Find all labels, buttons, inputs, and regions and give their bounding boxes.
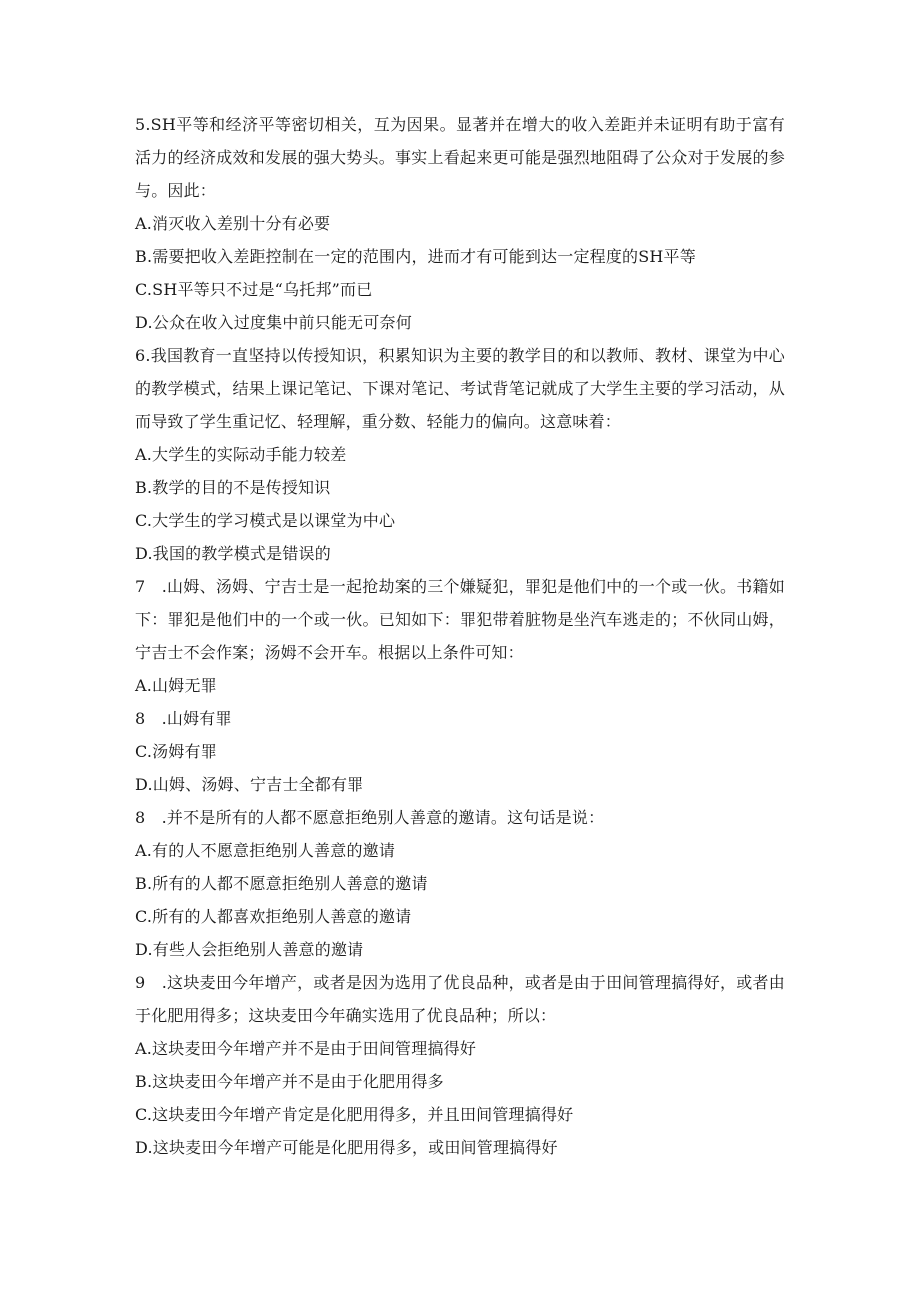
question-5-option-b: B.需要把收入差距控制在一定的范围内，进而才有可能到达一定程度的SH平等 [135,247,696,266]
question-8-option-a: A.有的人不愿意拒绝别人善意的邀请 [135,841,396,860]
question-9-stem: 9 .这块麦田今年增产，或者是因为选用了优良品种，或者是由于田间管理搞得好，或者由于化肥用得多；这块麦田今年确实选用了优良品种；所以： [135,973,785,1025]
question-5-option-a: A.消灭收入差别十分有必要 [135,214,331,233]
question-6-option-c: C.大学生的学习模式是以课堂为中心 [135,511,396,530]
question-7-option-a: A.山姆无罪 [135,676,217,695]
question-9-option-c: C.这块麦田今年增产肯定是化肥用得多，并且田间管理搞得好 [135,1105,574,1124]
question-6-option-d: D.我国的教学模式是错误的 [135,544,331,563]
question-6-stem: 6.我国教育一直坚持以传授知识，积累知识为主要的教学目的和以教师、教材、课堂为中心的教学模式，结果上课记笔记、下课对笔记、考试背笔记就成了大学生主要的学习活动，从而导致了学生重记忆、轻理解，重分数、轻能力的偏向。这意味着： [135,346,785,431]
question-9-option-a: A.这块麦田今年增产并不是由于田间管理搞得好 [135,1039,477,1058]
question-8-option-c: C.所有的人都喜欢拒绝别人善意的邀请 [135,907,412,926]
question-9-option-b: B.这块麦田今年增产并不是由于化肥用得多 [135,1072,444,1091]
question-7-option-b: 8 .山姆有罪 [135,709,232,728]
question-5-option-d: D.公众在收入过度集中前只能无可奈何 [135,313,412,332]
question-5-option-c: C.SH平等只不过是“乌托邦”而已 [135,280,373,299]
question-list [135,108,785,1164]
question-8-stem: 8 .并不是所有的人都不愿意拒绝别人善意的邀请。这句话是说： [135,808,605,827]
question-6-option-b: B.教学的目的不是传授知识 [135,478,331,497]
question-5-stem: 5.SH平等和经济平等密切相关，互为因果。显著并在增大的收入差距并未证明有助于富有活力的经济成效和发展的强大势头。事实上看起来更可能是强烈地阻碍了公众对于发展的参与。因此： [135,115,785,200]
question-8-option-b: B.所有的人都不愿意拒绝别人善意的邀请 [135,874,428,893]
question-6-option-a: A.大学生的实际动手能力较差 [135,445,347,464]
question-7-option-d: D.山姆、汤姆、宁吉士全都有罪 [135,775,364,794]
question-7-option-c: C.汤姆有罪 [135,742,217,761]
question-8-option-d: D.有些人会拒绝别人善意的邀请 [135,940,364,959]
question-9-option-d: D.这块麦田今年增产可能是化肥用得多，或田间管理搞得好 [135,1138,558,1157]
question-7-stem: 7 .山姆、汤姆、宁吉士是一起抢劫案的三个嫌疑犯，罪犯是他们中的一个或一伙。书籍如下：罪犯是他们中的一个或一伙。已知如下：罪犯带着脏物是坐汽车逃走的；不伙同山姆，宁吉士不会作案；汤姆不会开车。根据以上条件可知： [135,577,785,662]
